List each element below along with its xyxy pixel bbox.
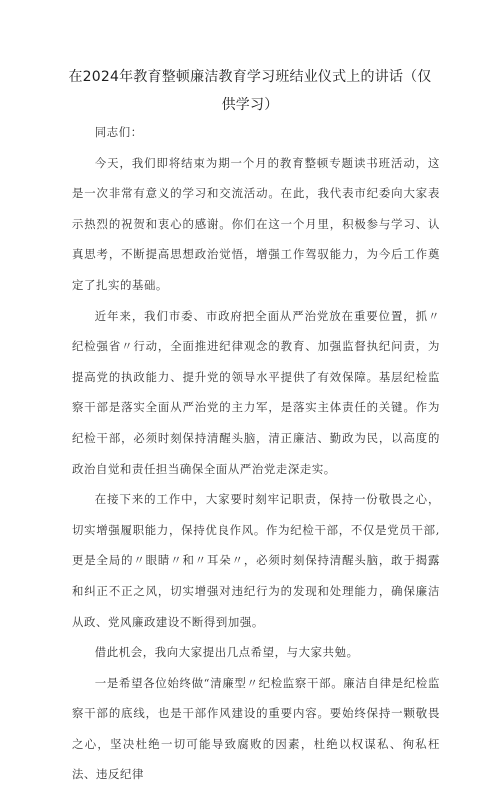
paragraph-hopes-intro: 借此机会，我向大家提出几点希望，与大家共勉。 bbox=[94, 645, 359, 660]
document-body bbox=[72, 117, 440, 790]
paragraph-future-work: 在接下来的工作中，大家要时刻牢记职责，保持一份敬畏之心，切实增强履职能力，保持优良作风。作为纪检干部，不仅是党员干部,更是全局的〃眼睛〃和〃耳朵〃，必须时刻保持清醒头脑，敢于揭露和纠正不正之风，切实增强对违纪行为的发现和处理能力，确保廉洁从政、党风廉政建设不断得到加强。 bbox=[72, 492, 440, 629]
paragraph-opening: 今天，我们即将结束为期一个月的教育整顿专题读书班活动，这是一次非常有意义的学习和交流活动。在此，我代表市纪委向大家表示热烈的祝贺和衷心的感谢。你们在这一个月里，积极参与学习、认真思考，不断提高思想政治觉悟，增强工作驾驭能力，为今后工作奠定了扎实的基础。 bbox=[72, 155, 440, 292]
salutation: 同志们： bbox=[94, 125, 143, 139]
paragraph-hope-one: 一是希望各位始终做“清廉型〃纪检监察干部。廉洁自律是纪检监察干部的底线，也是干部作风建设的重要内容。要始终保持一颗敬畏之心，坚决杜绝一切可能导致腐败的因素，杜绝以权谋私、徇私枉法、违反纪律 bbox=[72, 675, 440, 782]
document-title-line-2: 供学习） bbox=[221, 97, 279, 113]
paragraph-background: 近年来，我们市委、市政府把全面从严治党放在重要位置，抓〃纪检强省〃行动，全面推进纪律观念的教育、加强监督执纪问责，为提高党的执政能力、提升党的领导水平提供了有效保障。基层纪检监察干部是落实全面从严治党的主力军，是落实主体责任的关键。作为纪检干部，必须时刻保持清醒头脑，清正廉洁、勤政为民，以高度的政治自觉和责任担当确保全面从严治党走深走实。 bbox=[72, 308, 440, 476]
document-title-line-1: 在2024年教育整顿廉洁教育学习班结业仪式上的讲话（仅 bbox=[68, 69, 432, 85]
